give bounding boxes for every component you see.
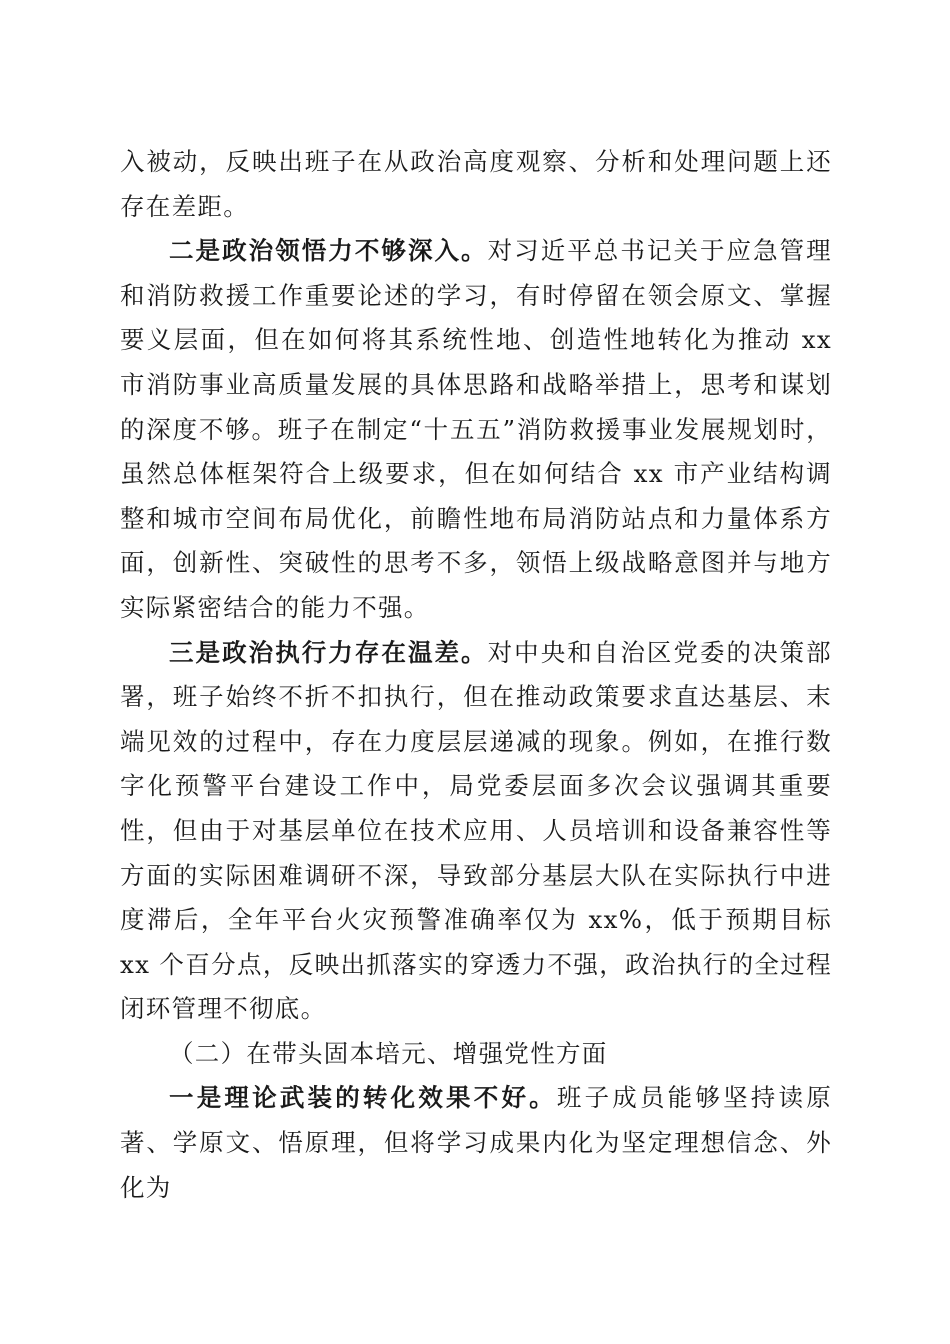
paragraph-text: 班子成员能够坚持读原著、学原文、悟原理，但将学习成果内化为坚定理想信念、外化为 <box>120 1083 832 1202</box>
paragraph-lead: 三是政治执行力存在温差。 <box>169 637 488 667</box>
paragraph-lead: 二是政治领悟力不够深入。 <box>169 236 488 266</box>
paragraph-text: 入被动，反映出班子在从政治高度观察、分析和处理问题上还存在差距。 <box>120 147 832 221</box>
paragraph-political-comprehension <box>120 229 832 630</box>
paragraph-text: 对习近平总书记关于应急管理和消防救援工作重要论述的学习，有时停留在领会原文、掌握要义层面，但在如何将其系统性地、创造性地转化为推动 xx 市消防事业高质量发展的具体思路和战略举措上，思考和谋划的深度不够。班子在制定“十五五”消防救援事业发展规划时，虽然总体框架符合上级要求，但在如何结合 xx 市产业结构调整和城市空间布局优化，前瞻性地布局消防站点和力量体系方面，创新性、突破性的思考不多，领悟上级战略意图并与地方实际紧密结合的能力不强。 <box>120 236 832 622</box>
section-heading: （二）在带头固本培元、增强党性方面 <box>169 1038 608 1068</box>
paragraph-theory-armament <box>120 1076 832 1210</box>
paragraph-political-execution <box>120 631 832 1032</box>
paragraph-text: 对中央和自治区党委的决策部署，班子始终不折不扣执行，但在推动政策要求直达基层、末端见效的过程中，存在力度层层递减的现象。例如，在推行数字化预警平台建设工作中，局党委层面多次会议强调其重要性，但由于对基层单位在技术应用、人员培训和设备兼容性等方面的实际困难调研不深，导致部分基层大队在实际执行中进度滞后，全年平台火灾预警准确率仅为 xx%，低于预期目标 xx 个百分点，反映出抓落实的穿透力不强，政治执行的全过程闭环管理不彻底。 <box>120 637 832 1024</box>
document-body <box>120 140 832 1210</box>
paragraph-continued <box>120 140 832 229</box>
paragraph-lead: 一是理论武装的转化效果不好。 <box>169 1083 557 1113</box>
